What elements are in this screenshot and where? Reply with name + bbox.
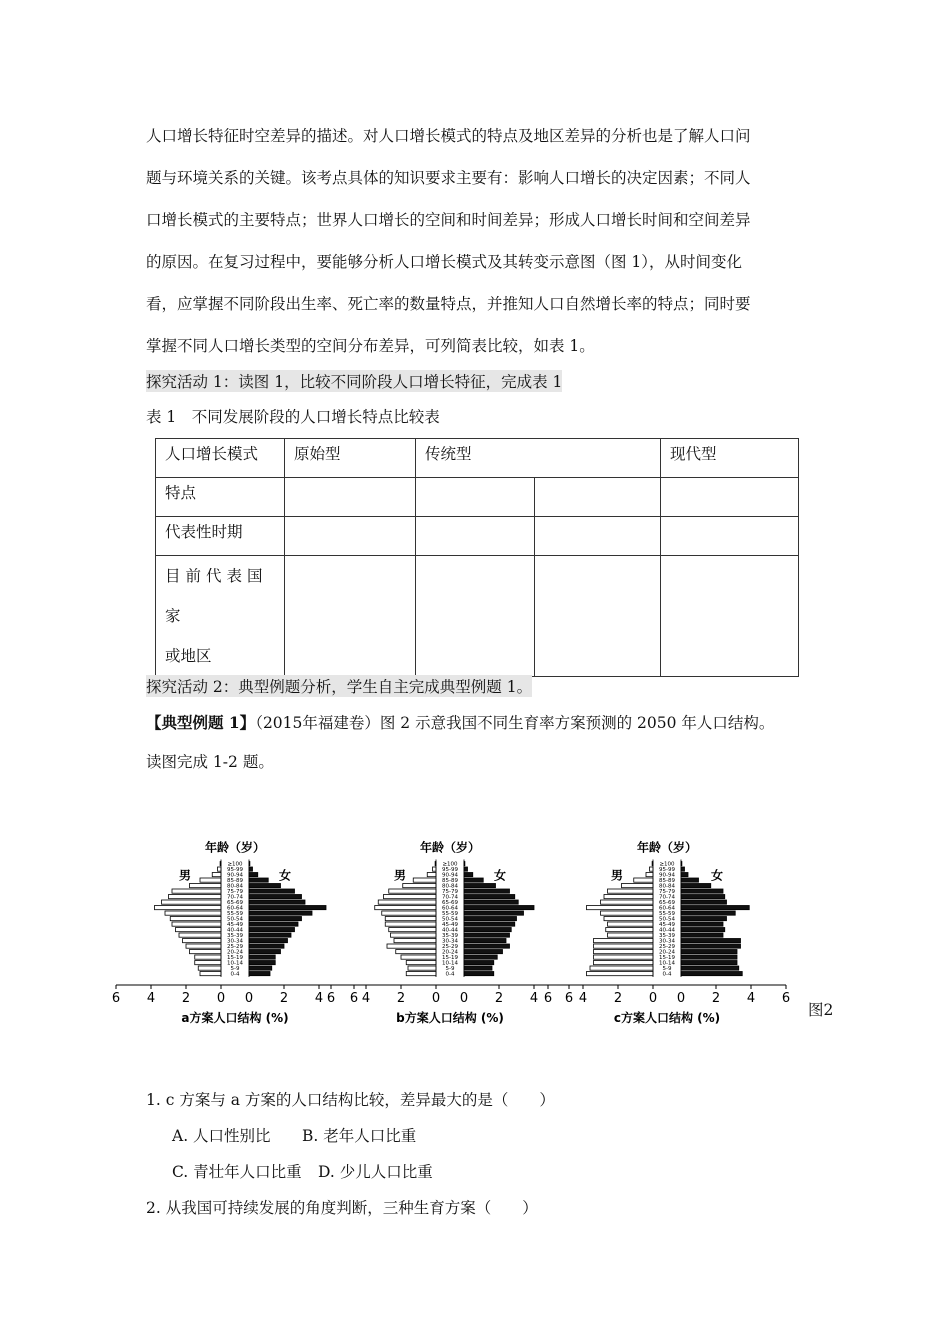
table-row-label: 代表性时期 xyxy=(156,517,285,556)
female-bar xyxy=(249,889,295,893)
male-bar xyxy=(594,944,654,948)
female-bar xyxy=(464,939,506,943)
female-bar xyxy=(249,873,258,877)
age-tick-label: 60-64 xyxy=(227,905,243,912)
age-tick-label: 25-29 xyxy=(659,944,675,951)
female-bar xyxy=(249,944,284,948)
age-tick-label: 35-39 xyxy=(442,933,458,940)
female-bar xyxy=(249,966,272,970)
female-label: 女 xyxy=(493,868,507,883)
female-bar xyxy=(681,966,739,970)
male-bar xyxy=(183,939,222,943)
x-tick-label: 6 xyxy=(564,991,574,1006)
male-bar xyxy=(162,900,222,904)
x-tick-label: 0 xyxy=(676,991,686,1006)
activity-1-heading: 探究活动 1：读图 1，比较不同阶段人口增长特征，完成表 1 xyxy=(146,370,562,392)
x-tick-label: 2 xyxy=(181,991,191,1006)
male-bar xyxy=(413,878,436,882)
intro-line-4: 的原因。在复习过程中，要能够分析人口增长模式及其转变示意图（图 1），从时间变化 xyxy=(146,253,743,271)
female-bar xyxy=(681,922,723,926)
female-bar xyxy=(681,950,737,954)
intro-line-2: 题与环境关系的关键。该考点具体的知识要求主要有：影响人口增长的决定因素；不同人 xyxy=(146,169,751,187)
male-bar xyxy=(218,867,222,871)
age-tick-label: 65-69 xyxy=(227,900,243,907)
age-tick-label: 45-49 xyxy=(227,922,243,929)
male-bar xyxy=(382,911,436,915)
age-tick-label: 85-89 xyxy=(442,878,458,885)
age-tick-label: 35-39 xyxy=(227,933,243,940)
age-tick-label: 50-54 xyxy=(659,916,675,923)
female-bar xyxy=(681,884,711,888)
x-tick-label: 4 xyxy=(746,991,756,1006)
x-tick-label: 6 xyxy=(111,991,121,1006)
male-bar xyxy=(406,961,436,965)
male-bar xyxy=(385,917,436,921)
intro-line-1: 人口增长特征时空差异的描述。对人口增长模式的特点及地区差异的分析也是了解人口问 xyxy=(146,127,751,145)
age-tick-label: 75-79 xyxy=(227,889,243,896)
female-bar xyxy=(464,873,473,877)
age-tick-label: 5-9 xyxy=(662,966,672,973)
age-tick-label: 75-79 xyxy=(442,889,458,896)
answer-cell[interactable] xyxy=(285,556,416,677)
age-tick-label: 25-29 xyxy=(227,944,243,951)
table-row-label-line: 目前代表国家 xyxy=(165,567,268,625)
male-bar xyxy=(590,966,653,970)
age-axis-title: 年龄（岁） xyxy=(419,840,481,855)
age-tick-label: 5-9 xyxy=(445,966,455,973)
female-bar xyxy=(464,966,492,970)
panel-title: b方案人口结构 (%) xyxy=(396,1011,504,1025)
male-label: 男 xyxy=(178,868,192,883)
age-tick-label: 35-39 xyxy=(659,933,675,940)
male-bar xyxy=(387,944,436,948)
age-tick-label: 15-19 xyxy=(659,955,675,962)
question-1: 1. c 方案与 a 方案的人口结构比较，差异最大的是（ ） xyxy=(146,1091,555,1109)
age-tick-label: 25-29 xyxy=(442,944,458,951)
female-bar xyxy=(464,889,510,893)
question-1-option-c[interactable]: C. 青壮年人口比重 xyxy=(172,1163,302,1181)
age-tick-label: 45-49 xyxy=(659,922,675,929)
x-tick-label: 0 xyxy=(216,991,226,1006)
male-bar xyxy=(587,972,654,976)
male-bar xyxy=(198,966,221,970)
answer-cell[interactable] xyxy=(285,517,416,556)
female-bar xyxy=(249,955,275,959)
x-tick-label: 4 xyxy=(361,991,371,1006)
female-bar xyxy=(249,961,275,965)
age-tick-label: 70-74 xyxy=(227,894,243,901)
male-bar xyxy=(169,895,222,899)
male-bar xyxy=(427,873,436,877)
intro-line-6: 掌握不同人口增长类型的空间分布差异，可列简表比较，如表 1。 xyxy=(146,337,595,355)
female-bar xyxy=(681,933,723,937)
example-line-1 xyxy=(146,711,774,733)
age-tick-label: 10-14 xyxy=(659,960,675,967)
male-bar xyxy=(601,911,654,915)
question-1-option-b[interactable]: B. 老年人口比重 xyxy=(302,1127,417,1145)
figure-2-label: 图2 xyxy=(808,1001,834,1019)
male-bar xyxy=(195,955,221,959)
age-tick-label: 80-84 xyxy=(227,883,243,890)
female-bar xyxy=(464,933,510,937)
female-bar xyxy=(464,878,483,882)
male-bar xyxy=(608,922,654,926)
x-tick-label: 2 xyxy=(494,991,504,1006)
x-tick-label: 2 xyxy=(613,991,623,1006)
age-tick-label: 5-9 xyxy=(230,966,240,973)
male-bar xyxy=(195,961,221,965)
female-bar xyxy=(681,972,742,976)
female-bar xyxy=(249,950,281,954)
x-tick-label: 0 xyxy=(244,991,254,1006)
answer-cell[interactable] xyxy=(535,478,661,517)
question-1-option-d[interactable]: D. 少儿人口比重 xyxy=(318,1163,433,1181)
x-tick-label: 4 xyxy=(529,991,539,1006)
male-bar xyxy=(634,878,653,882)
female-bar xyxy=(681,873,688,877)
age-tick-label: 95-99 xyxy=(442,867,458,874)
age-tick-label: 40-44 xyxy=(659,927,675,934)
x-tick-label: 6 xyxy=(543,991,553,1006)
male-bar xyxy=(179,933,221,937)
age-tick-label: 40-44 xyxy=(227,927,243,934)
comparison-table xyxy=(155,438,799,677)
table-row xyxy=(156,517,799,556)
x-tick-label: 4 xyxy=(314,991,324,1006)
male-bar xyxy=(622,884,654,888)
answer-cell[interactable] xyxy=(535,517,661,556)
female-bar xyxy=(464,884,496,888)
male-bar xyxy=(389,889,436,893)
male-bar xyxy=(378,900,436,904)
female-bar xyxy=(249,878,268,882)
female-bar xyxy=(464,961,494,965)
intro-line-3: 口增长模式的主要特点；世界人口增长的空间和时间差异；形成人口增长时间和空间差异 xyxy=(146,211,751,229)
age-tick-label: 90-94 xyxy=(659,872,675,879)
male-bar xyxy=(200,972,221,976)
age-tick-label: 20-24 xyxy=(659,949,675,956)
female-bar xyxy=(681,906,749,910)
activity-2-heading: 探究活动 2：典型例题分析，学生自主完成典型例题 1。 xyxy=(146,675,532,697)
age-tick-label: 50-54 xyxy=(227,916,243,923)
male-bar xyxy=(172,889,221,893)
male-bar xyxy=(186,944,221,948)
question-2: 2. 从我国可持续发展的角度判断，三种生育方案（ ） xyxy=(146,1199,538,1217)
answer-cell[interactable] xyxy=(661,517,799,556)
male-bar xyxy=(587,906,654,910)
male-bar xyxy=(389,928,436,932)
x-tick-label: 4 xyxy=(578,991,588,1006)
age-tick-label: 70-74 xyxy=(659,894,675,901)
age-tick-label: 85-89 xyxy=(227,878,243,885)
age-tick-label: 60-64 xyxy=(442,905,458,912)
x-tick-label: 2 xyxy=(396,991,406,1006)
age-tick-label: 55-59 xyxy=(227,911,243,918)
answer-cell[interactable] xyxy=(416,556,535,677)
male-bar xyxy=(200,878,221,882)
female-bar xyxy=(681,961,737,965)
x-tick-label: 4 xyxy=(146,991,156,1006)
female-bar xyxy=(681,911,735,915)
x-tick-label: 2 xyxy=(711,991,721,1006)
male-bar xyxy=(433,867,437,871)
age-tick-label: 30-34 xyxy=(227,938,243,945)
female-bar xyxy=(249,867,253,871)
age-tick-label: 0-4 xyxy=(662,971,672,978)
answer-cell[interactable] xyxy=(661,556,799,677)
table-row-label-line: 或地区 xyxy=(165,647,212,665)
answer-cell[interactable] xyxy=(416,517,535,556)
male-bar xyxy=(646,873,653,877)
age-tick-label: 80-84 xyxy=(659,883,675,890)
answer-cell[interactable] xyxy=(285,478,416,517)
age-tick-label: 80-84 xyxy=(442,883,458,890)
age-tick-label: 10-14 xyxy=(442,960,458,967)
male-bar xyxy=(406,972,436,976)
age-tick-label: 20-24 xyxy=(227,949,243,956)
female-bar xyxy=(249,917,302,921)
female-bar xyxy=(249,900,305,904)
male-bar xyxy=(384,895,437,899)
female-bar xyxy=(464,867,468,871)
example-text: （2015年福建卷）图 2 示意我国不同生育率方案预测的 2050 年人口结构。 xyxy=(255,714,775,732)
age-tick-label: 60-64 xyxy=(659,905,675,912)
intro-line-5: 看，应掌握不同阶段出生率、死亡率的数量特点，并推知人口自然增长率的特点；同时要 xyxy=(146,295,751,313)
female-bar xyxy=(249,895,302,899)
age-tick-label: 30-34 xyxy=(442,938,458,945)
female-bar xyxy=(464,922,515,926)
female-label: 女 xyxy=(278,868,292,883)
age-axis-title: 年龄（岁） xyxy=(204,840,266,855)
male-bar xyxy=(212,873,221,877)
female-label: 女 xyxy=(710,868,724,883)
female-bar xyxy=(464,911,524,915)
table-row xyxy=(156,478,799,517)
female-bar xyxy=(464,900,518,904)
age-tick-label: 95-99 xyxy=(227,867,243,874)
female-bar xyxy=(681,928,725,932)
age-tick-label: ≥100 xyxy=(442,861,458,868)
female-bar xyxy=(681,944,741,948)
age-tick-label: 20-24 xyxy=(442,949,458,956)
male-bar xyxy=(165,911,221,915)
female-bar xyxy=(249,922,298,926)
female-bar xyxy=(464,944,510,948)
male-bar xyxy=(604,895,653,899)
age-tick-label: 65-69 xyxy=(442,900,458,907)
table-row-label xyxy=(156,556,285,677)
age-tick-label: 50-54 xyxy=(442,916,458,923)
age-tick-label: 70-74 xyxy=(442,894,458,901)
male-bar xyxy=(385,922,436,926)
example-title: 【典型例题 1】 xyxy=(146,713,256,732)
female-bar xyxy=(681,955,737,959)
age-tick-label: 90-94 xyxy=(442,872,458,879)
x-tick-label: 0 xyxy=(431,991,441,1006)
male-bar xyxy=(594,950,654,954)
age-tick-label: 90-94 xyxy=(227,872,243,879)
age-tick-label: 40-44 xyxy=(442,927,458,934)
age-tick-label: 45-49 xyxy=(442,922,458,929)
female-bar xyxy=(464,972,494,976)
female-bar xyxy=(681,917,727,921)
age-tick-label: 15-19 xyxy=(227,955,243,962)
x-tick-label: 2 xyxy=(279,991,289,1006)
male-bar xyxy=(594,955,654,959)
age-tick-label: 0-4 xyxy=(230,971,240,978)
female-bar xyxy=(681,900,727,904)
x-tick-label: 0 xyxy=(459,991,469,1006)
male-bar xyxy=(604,917,653,921)
female-bar xyxy=(464,950,503,954)
table-header-cell: 原始型 xyxy=(285,439,416,478)
female-bar xyxy=(249,906,326,910)
age-tick-label: 55-59 xyxy=(442,911,458,918)
answer-cell[interactable] xyxy=(661,478,799,517)
male-bar xyxy=(401,955,436,959)
female-bar xyxy=(681,867,685,871)
male-bar xyxy=(650,867,654,871)
answer-cell[interactable] xyxy=(535,556,661,677)
age-tick-label: 0-4 xyxy=(445,971,455,978)
male-bar xyxy=(190,884,222,888)
male-bar xyxy=(391,933,437,937)
panel-title: a方案人口结构 (%) xyxy=(181,1011,289,1025)
panel-title: c方案人口结构 (%) xyxy=(613,1011,721,1025)
age-tick-label: 10-14 xyxy=(227,960,243,967)
age-tick-label: ≥100 xyxy=(227,861,243,868)
age-tick-label: 65-69 xyxy=(659,900,675,907)
x-tick-label: 6 xyxy=(781,991,791,1006)
female-bar xyxy=(249,939,288,943)
male-bar xyxy=(608,933,654,937)
male-bar xyxy=(403,884,436,888)
female-bar xyxy=(681,895,725,899)
male-bar xyxy=(396,950,436,954)
age-tick-label: 55-59 xyxy=(659,911,675,918)
age-axis-title: 年龄（岁） xyxy=(636,840,698,855)
question-1-option-a[interactable]: A. 人口性别比 xyxy=(172,1127,271,1145)
table-1-caption: 表 1 不同发展阶段的人口增长特点比较表 xyxy=(146,408,440,426)
female-bar xyxy=(681,878,699,882)
male-bar xyxy=(601,900,654,904)
age-tick-label: 15-19 xyxy=(442,955,458,962)
female-bar xyxy=(464,928,511,932)
male-bar xyxy=(608,889,654,893)
male-bar xyxy=(155,906,222,910)
x-tick-label: 6 xyxy=(326,991,336,1006)
male-bar xyxy=(170,917,221,921)
male-bar xyxy=(408,966,436,970)
age-tick-label: 85-89 xyxy=(659,878,675,885)
male-bar xyxy=(594,939,654,943)
female-bar xyxy=(249,884,281,888)
example-line-2: 读图完成 1-2 题。 xyxy=(146,753,274,771)
table-header-cell: 现代型 xyxy=(661,439,799,478)
male-bar xyxy=(606,928,653,932)
age-tick-label: 95-99 xyxy=(659,867,675,874)
female-bar xyxy=(249,911,312,915)
male-label: 男 xyxy=(393,868,407,883)
age-tick-label: ≥100 xyxy=(659,861,675,868)
female-bar xyxy=(249,933,291,937)
female-bar xyxy=(249,928,295,932)
male-bar xyxy=(594,961,654,965)
male-bar xyxy=(176,928,222,932)
table-header-row xyxy=(156,439,799,478)
table-header-cell: 传统型 xyxy=(416,439,661,478)
male-bar xyxy=(375,906,436,910)
male-bar xyxy=(394,939,436,943)
female-bar xyxy=(464,895,515,899)
age-tick-label: 30-34 xyxy=(659,938,675,945)
female-bar xyxy=(681,889,723,893)
age-tick-label: 75-79 xyxy=(659,889,675,896)
male-bar xyxy=(190,950,222,954)
female-bar xyxy=(464,955,497,959)
x-tick-label: 0 xyxy=(648,991,658,1006)
table-header-cell: 人口增长模式 xyxy=(156,439,285,478)
answer-cell[interactable] xyxy=(416,478,535,517)
male-label: 男 xyxy=(610,868,624,883)
female-bar xyxy=(681,939,741,943)
table-row-label: 特点 xyxy=(156,478,285,517)
x-tick-label: 6 xyxy=(349,991,359,1006)
female-bar xyxy=(464,906,534,910)
female-bar xyxy=(464,917,517,921)
table-row xyxy=(156,556,799,677)
male-bar xyxy=(172,922,221,926)
female-bar xyxy=(249,972,270,976)
